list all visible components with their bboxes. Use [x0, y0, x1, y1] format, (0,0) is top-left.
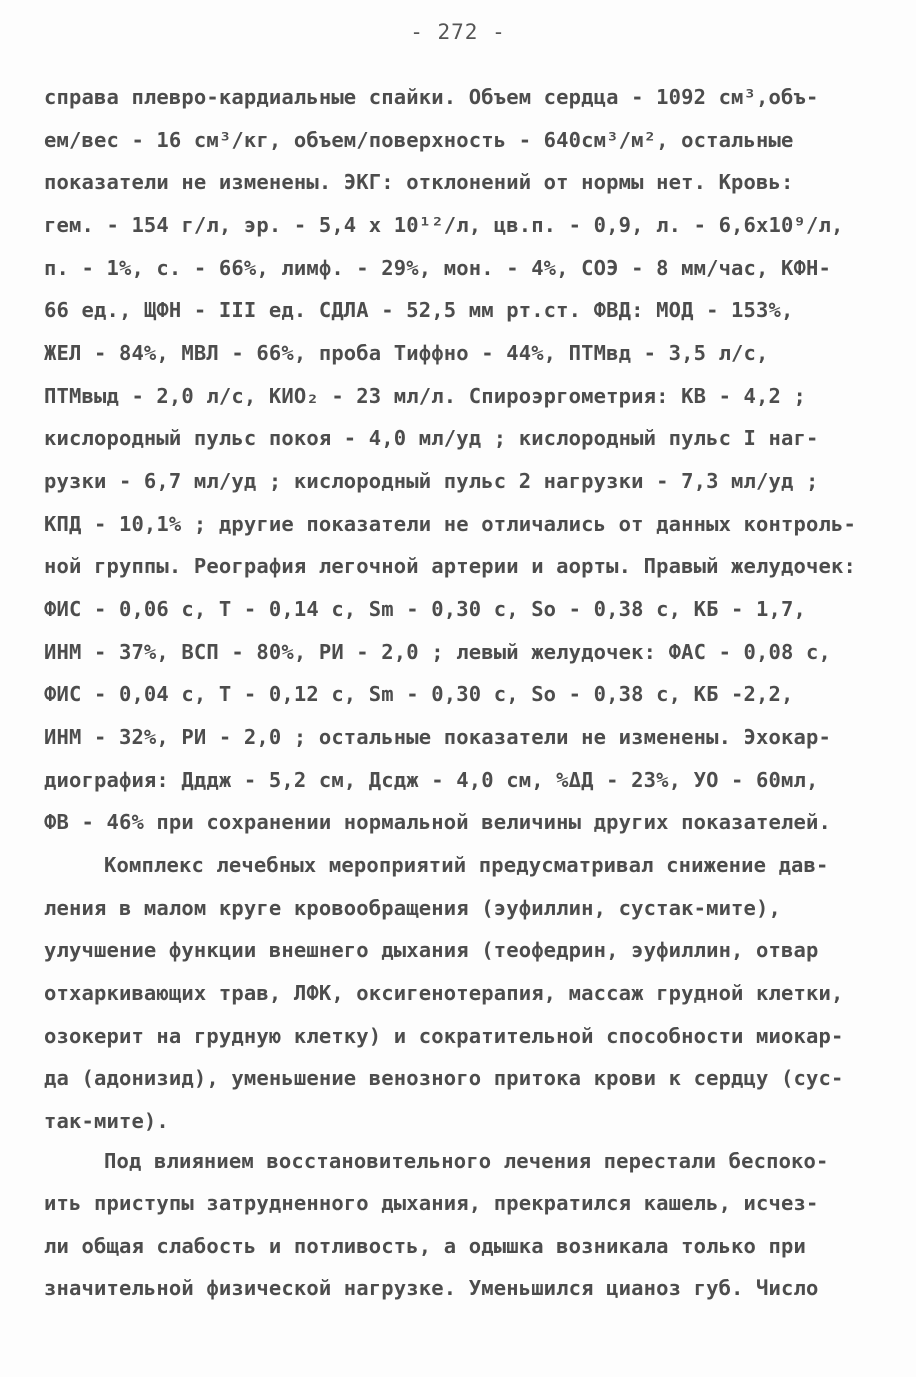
text-line: ить приступы затрудненного дыхания, прекратился кашель, исчез-	[44, 1191, 819, 1215]
text-line: ФИС - 0,06 с, Т - 0,14 с, Sm - 0,30 с, So - 0,38 с, КБ - 1,7,	[44, 597, 807, 621]
text-line: ИНМ - 37%, ВСП - 80%, РИ - 2,0 ; левый желудочек: ФАС - 0,08 с,	[44, 640, 831, 664]
text-line: справа плевро-кардиальные спайки. Объем сердца - 1092 см³,объ-	[44, 85, 819, 109]
text-line: Комплекс лечебных мероприятий предусматривал снижение дав-	[104, 853, 829, 877]
text-line: ли общая слабость и потливость, а одышка возникала только при	[44, 1234, 807, 1258]
text-line: улучшение функции внешнего дыхания (теофедрин, эуфиллин, отвар	[44, 938, 819, 962]
text-line: Под влиянием восстановительного лечения перестали беспоко-	[104, 1149, 829, 1173]
text-line: ФВ - 46% при сохранении нормальной величины других показателей.	[44, 810, 831, 834]
text-line: п. - 1%, с. - 66%, лимф. - 29%, мон. - 4%, СОЭ - 8 мм/час, КФН-	[44, 256, 831, 280]
text-line: значительной физической нагрузке. Уменьшился цианоз губ. Число	[44, 1276, 819, 1300]
text-line: кислородный пульс покоя - 4,0 мл/уд ; кислородный пульс I наг-	[44, 426, 819, 450]
text-line: ЖЕЛ - 84%, МВЛ - 66%, проба Тиффно - 44%, ПТМвд - 3,5 л/с,	[44, 341, 769, 365]
text-line: так-мите).	[44, 1109, 169, 1133]
text-line: ной группы. Реография легочной артерии и аорты. Правый желудочек:	[44, 554, 856, 578]
text-line: ИНМ - 32%, РИ - 2,0 ; остальные показатели не изменены. Эхокар-	[44, 725, 831, 749]
text-line: ФИС - 0,04 с, Т - 0,12 с, Sm - 0,30 с, So - 0,38 с, КБ -2,2,	[44, 682, 794, 706]
text-line: ем/вес - 16 см³/кг, объем/поверхность - 640см³/м², остальные	[44, 128, 794, 152]
text-line: отхаркивающих трав, ЛФК, оксигенотерапия, массаж грудной клетки,	[44, 981, 844, 1005]
text-line: 66 ед., ЩФН - III ед. СДЛА - 52,5 мм рт.ст. ФВД: МОД - 153%,	[44, 298, 794, 322]
text-line: КПД - 10,1% ; другие показатели не отличались от данных контроль-	[44, 512, 856, 536]
text-line: ления в малом круге кровообращения (эуфиллин, сустак-мите),	[44, 896, 782, 920]
text-line: рузки - 6,7 мл/уд ; кислородный пульс 2 нагрузки - 7,3 мл/уд ;	[44, 469, 819, 493]
text-line: ПТМвыд - 2,0 л/с, КИО₂ - 23 мл/л. Спироэргометрия: КВ - 4,2 ;	[44, 384, 807, 408]
text-line: показатели не изменены. ЭКГ: отклонений от нормы нет. Кровь:	[44, 170, 794, 194]
text-line: гем. - 154 г/л, эр. - 5,4 x 10¹²/л, цв.п. - 0,9, л. - 6,6x10⁹/л,	[44, 213, 844, 237]
text-line: да (адонизид), уменьшение венозного притока крови к сердцу (сус-	[44, 1066, 844, 1090]
page-number: - 272 -	[410, 20, 506, 44]
text-line: диография: Дддж - 5,2 см, Дсдж - 4,0 см, %ΔД - 23%, УО - 60мл,	[44, 768, 819, 792]
text-line: озокерит на грудную клетку) и сократительной способности миокар-	[44, 1024, 844, 1048]
